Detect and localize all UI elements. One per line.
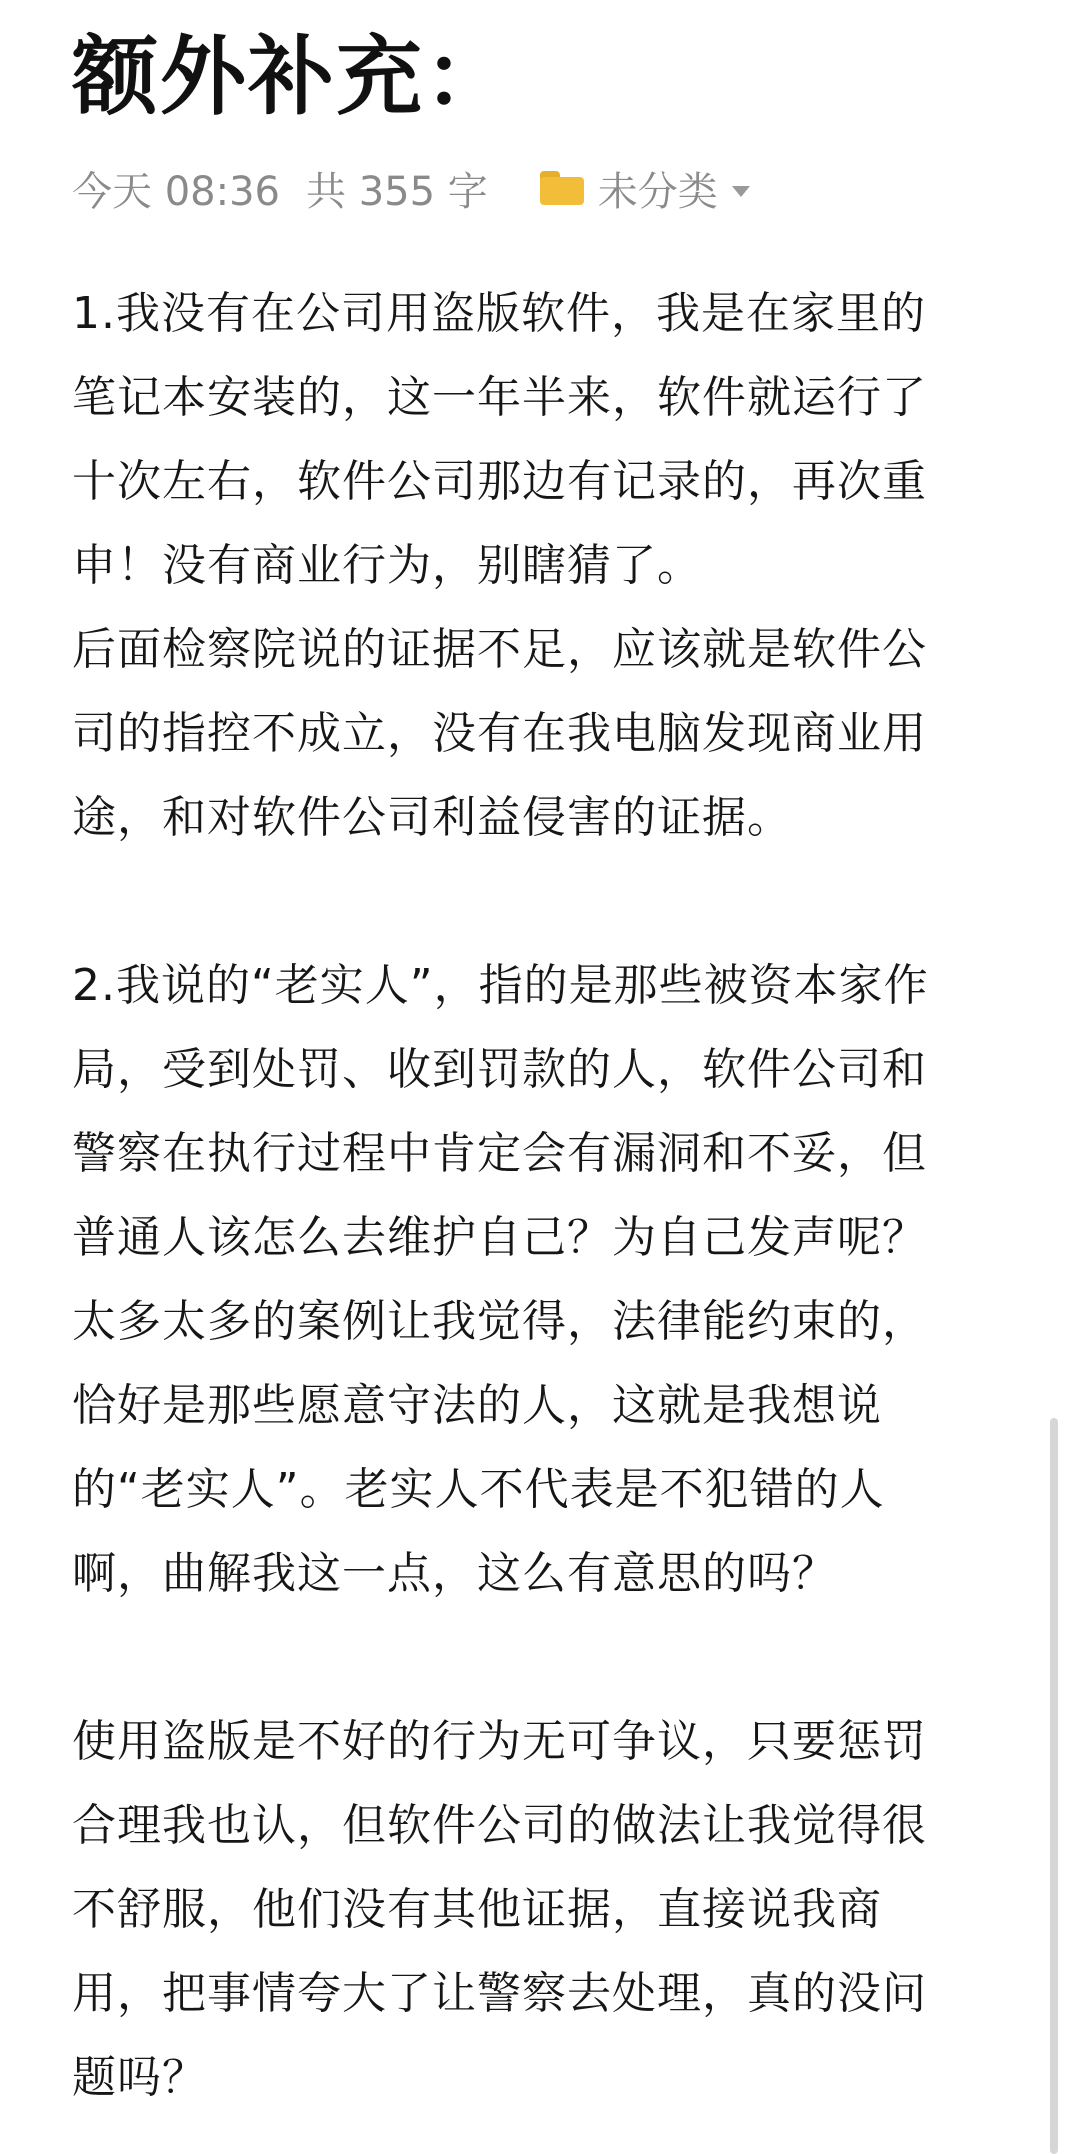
note-line: 啊，曲解我这一点，这么有意思的吗？ [72,1548,837,1599]
blank-line [72,1616,972,1700]
note-line: 题吗？ [72,2052,207,2103]
word-count: 共 355 字 [306,168,488,215]
note-line: 申！没有商业行为，别瞎猜了。 [72,540,702,591]
note-line: 2.我说的“老实人”，指的是那些被资本家作 [72,960,929,1011]
note-line: 笔记本安装的，这一年半来，软件就运行了 [72,372,927,423]
note-line: 司的指控不成立，没有在我电脑发现商业用 [72,708,927,759]
note-line: 局，受到处罚、收到罚款的人，软件公司和 [72,1044,927,1095]
note-line: 十次左右，软件公司那边有记录的，再次重 [72,456,927,507]
blank-line [72,860,972,944]
note-body[interactable] [72,272,972,2120]
note-line: 合理我也认，但软件公司的做法让我觉得很 [72,1800,927,1851]
note-line: 太多太多的案例让我觉得，法律能约束的， [72,1296,927,1347]
scrollbar[interactable] [1050,1418,1058,2154]
folder-icon[interactable] [540,171,584,205]
note-line: 普通人该怎么去维护自己？为自己发声呢？ [72,1212,927,1263]
note-line: 的“老实人”。老实人不代表是不犯错的人 [72,1464,885,1515]
category-selector[interactable]: 未分类 [597,168,718,215]
note-line: 不舒服，他们没有其他证据，直接说我商 [72,1884,882,1935]
note-line: 恰好是那些愿意守法的人，这就是我想说 [72,1380,882,1431]
chevron-down-icon[interactable] [732,186,750,197]
note-line: 用，把事情夸大了让警察去处理，真的没问 [72,1968,927,2019]
note-line: 使用盗版是不好的行为无可争议，只要惩罚 [72,1716,927,1767]
note-date: 今天 08:36 [72,168,280,215]
note-meta-bar [72,160,972,216]
note-editor[interactable] [72,0,972,2120]
note-title[interactable]: 额外补充： [72,27,512,127]
note-line: 警察在执行过程中肯定会有漏洞和不妥，但 [72,1128,927,1179]
note-line: 途，和对软件公司利益侵害的证据。 [72,792,792,843]
note-line: 后面检察院说的证据不足，应该就是软件公 [72,624,927,675]
note-line: 1.我没有在公司用盗版软件，我是在家里的 [72,288,926,339]
